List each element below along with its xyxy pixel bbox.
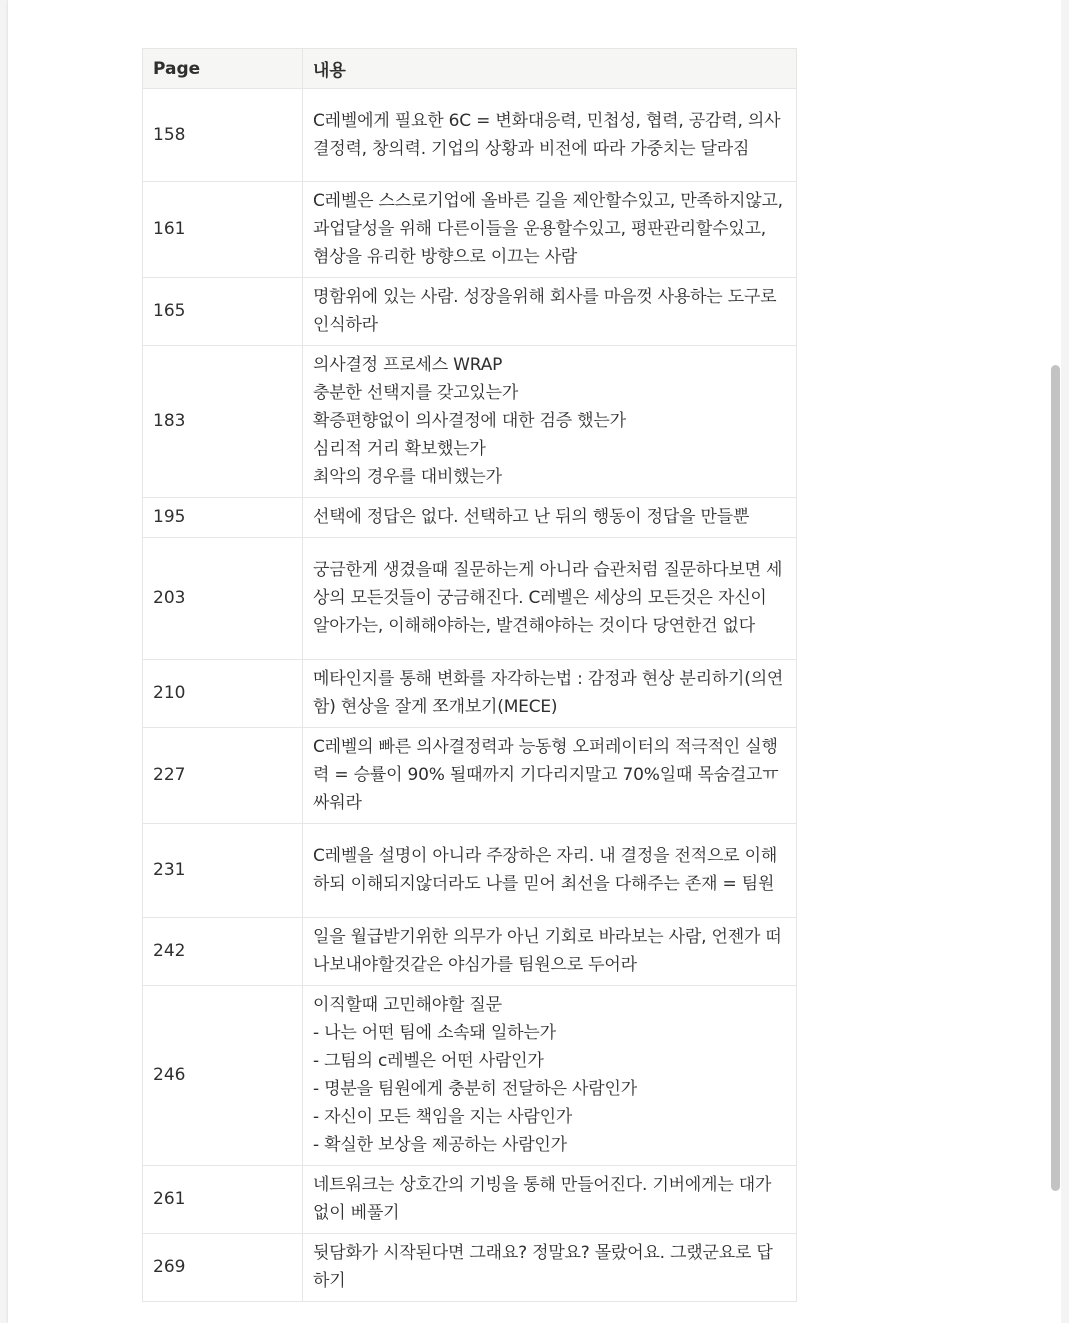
row-content: 일을 월급받기위한 의무가 아닌 기회로 바라보는 사람, 언젠가 떠나보내야할것같은 야심가를 팀원으로 두어라	[303, 918, 797, 986]
page-number: 195	[143, 498, 303, 538]
row-content: 의사결정 프로세스 WRAP 충분한 선택지를 갖고있는가 확증편향없이 의사결정에 대한 검증 했는가 심리적 거리 확보했는가 최악의 경우를 대비했는가	[303, 346, 797, 498]
table-row	[143, 986, 797, 1166]
header-page: Page	[143, 49, 303, 89]
row-content: 뒷담화가 시작된다면 그래요? 정말요? 몰랐어요. 그랬군요로 답하기	[303, 1234, 797, 1302]
scrollbar-track[interactable]	[1061, 0, 1069, 1323]
page-number: 158	[143, 89, 303, 182]
page-number: 161	[143, 182, 303, 278]
row-content: 메타인지를 통해 변화를 자각하는법 : 감정과 현상 분리하기(의연함) 현상을 잘게 쪼개보기(MECE)	[303, 660, 797, 728]
scrollbar-thumb[interactable]	[1051, 365, 1060, 1191]
table-row	[143, 918, 797, 986]
table-row	[143, 728, 797, 824]
page-number: 242	[143, 918, 303, 986]
page-number: 246	[143, 986, 303, 1166]
page-number: 203	[143, 538, 303, 660]
page-number: 183	[143, 346, 303, 498]
page-number: 227	[143, 728, 303, 824]
table-header-row	[143, 49, 797, 89]
row-content: C레벨을 설명이 아니라 주장하은 자리. 내 결정을 전적으로 이해하되 이해되지않더라도 나를 믿어 최선을 다해주는 존재 = 팀원	[303, 824, 797, 918]
row-content: C레벨에게 필요한 6C = 변화대응력, 민첩성, 협력, 공감력, 의사결정력, 창의력. 기업의 상황과 비전에 따라 가중치는 달라짐	[303, 89, 797, 182]
row-content: C레벨의 빠른 의사결정력과 능동형 오퍼레이터의 적극적인 실행력 = 승률이 90% 될때까지 기다리지말고 70%일때 목숨걸고ㅠ싸워라	[303, 728, 797, 824]
table-row	[143, 278, 797, 346]
row-content: 선택에 정답은 없다. 선택하고 난 뒤의 행동이 정답을 만들뿐	[303, 498, 797, 538]
table-row	[143, 660, 797, 728]
page-number: 210	[143, 660, 303, 728]
table-row	[143, 1234, 797, 1302]
table-row	[143, 538, 797, 660]
page-number: 165	[143, 278, 303, 346]
row-content: C레벨은 스스로기업에 올바른 길을 제안할수있고, 만족하지않고, 과업달성을 위해 다른이들을 운용할수있고, 평판관리할수있고, 혐상을 유리한 방향으로 이끄는 사람	[303, 182, 797, 278]
row-content: 이직할때 고민해야할 질문 - 나는 어떤 팀에 소속돼 일하는가 - 그팀의 c레벨은 어떤 사람인가 - 명분을 팀원에게 충분히 전달하은 사람인가 - 자신이 모든 책임을 지는 사람인가 - 확실한 보상을 제공하는 사람인가	[303, 986, 797, 1166]
row-content: 네트워크는 상호간의 기빙을 통해 만들어진다. 기버에게는 대가없이 베풀기	[303, 1166, 797, 1234]
table-row	[143, 1166, 797, 1234]
page-number: 269	[143, 1234, 303, 1302]
page-number: 261	[143, 1166, 303, 1234]
row-content: 궁금한게 생겼을때 질문하는게 아니라 습관처럼 질문하다보면 세상의 모든것들이 궁금해진다. C레벨은 세상의 모든것은 자신이 알아가는, 이해해야하는, 발견해야하는 것이다 당연한건 없다	[303, 538, 797, 660]
table-row	[143, 346, 797, 498]
header-content: 내용	[303, 49, 797, 89]
table-row	[143, 498, 797, 538]
notes-table	[142, 48, 797, 1302]
table-row	[143, 182, 797, 278]
row-content: 명함위에 있는 사람. 성장을위해 회사를 마음껏 사용하는 도구로 인식하라	[303, 278, 797, 346]
page-number: 231	[143, 824, 303, 918]
table-row	[143, 89, 797, 182]
document-page	[8, 0, 1061, 1323]
table-row	[143, 824, 797, 918]
